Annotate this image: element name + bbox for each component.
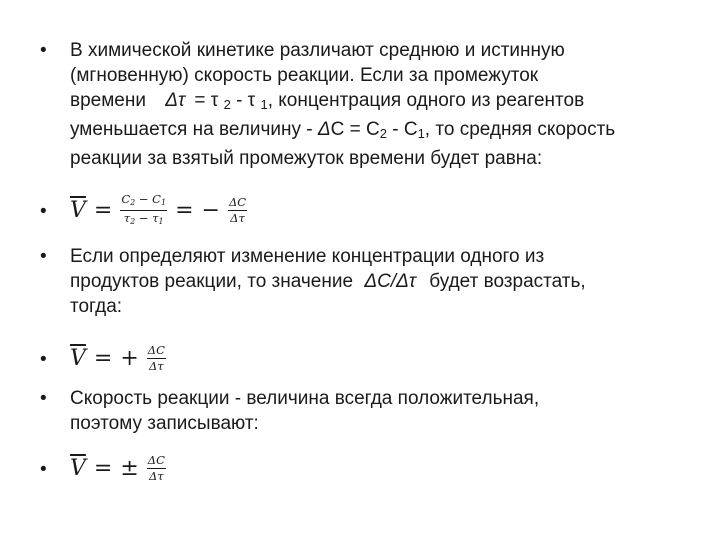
formula-positive-rate: • $\overline{V}$ = + $\frac{\Delta C}{\Delta\tau}$: [40, 342, 165, 373]
text-line: продуктов реакции, то значение ΔC/Δτ будет возрастать,: [70, 271, 586, 292]
bullet-definition: [40, 38, 680, 171]
text-line: В химической кинетике различают среднюю и истинную: [70, 40, 565, 61]
text-line: Скорость реакции - величина всегда положительная,: [70, 388, 540, 409]
bullet-marker: •: [40, 40, 47, 61]
velocity-symbol: $\overline{V}$: [70, 455, 86, 481]
text-line: Если определяют изменение концентрации одного из: [70, 246, 545, 267]
bullet-marker: •: [40, 246, 47, 267]
formula-plus-minus-rate: • $\overline{V}$ = ± $\frac{\Delta C}{\Delta\tau}$: [40, 452, 165, 482]
bullet-marker: •: [40, 349, 47, 370]
bullet-always-positive: [40, 386, 680, 436]
formula-average-rate: • $\overline{V}$ = $\frac{C2 - C1}{\tau 2 - \tau 1}$ = − $\frac{\Delta C}{\Delta\tau}$: [40, 191, 247, 226]
text-line: уменьшается на величину - $\Delta C = C_2 - C_1$, то средняя скорость: [70, 119, 616, 141]
bullet-marker: •: [40, 201, 47, 222]
fraction-delta: $\frac{\Delta C}{\Delta\tau}$: [228, 194, 247, 225]
fraction-delta: $\frac{\Delta C}{\Delta\tau}$: [147, 452, 165, 482]
bullet-products: [40, 244, 680, 319]
velocity-symbol: $\overline{V}$: [70, 197, 86, 223]
bullet-marker: •: [40, 388, 47, 409]
text-line: реакции за взятый промежуток времени будет равна:: [70, 148, 543, 169]
fraction-concentration-time: $\frac{C2 - C1}{\tau 2 - \tau 1}$: [121, 191, 167, 226]
text-line: поэтому записывают:: [70, 413, 259, 434]
fraction-delta: $\frac{\Delta C}{\Delta\tau}$: [147, 342, 165, 373]
text-line: (мгновенную) скорость реакции. Если за промежуток: [70, 65, 539, 86]
text-line: тогда:: [70, 296, 123, 317]
text-line: времени Δτ = τ $_2$ - τ $_1$, концентрация одного из реагентов: [70, 90, 585, 112]
bullet-marker: •: [40, 459, 47, 480]
velocity-symbol: $\overline{V}$: [70, 345, 86, 371]
